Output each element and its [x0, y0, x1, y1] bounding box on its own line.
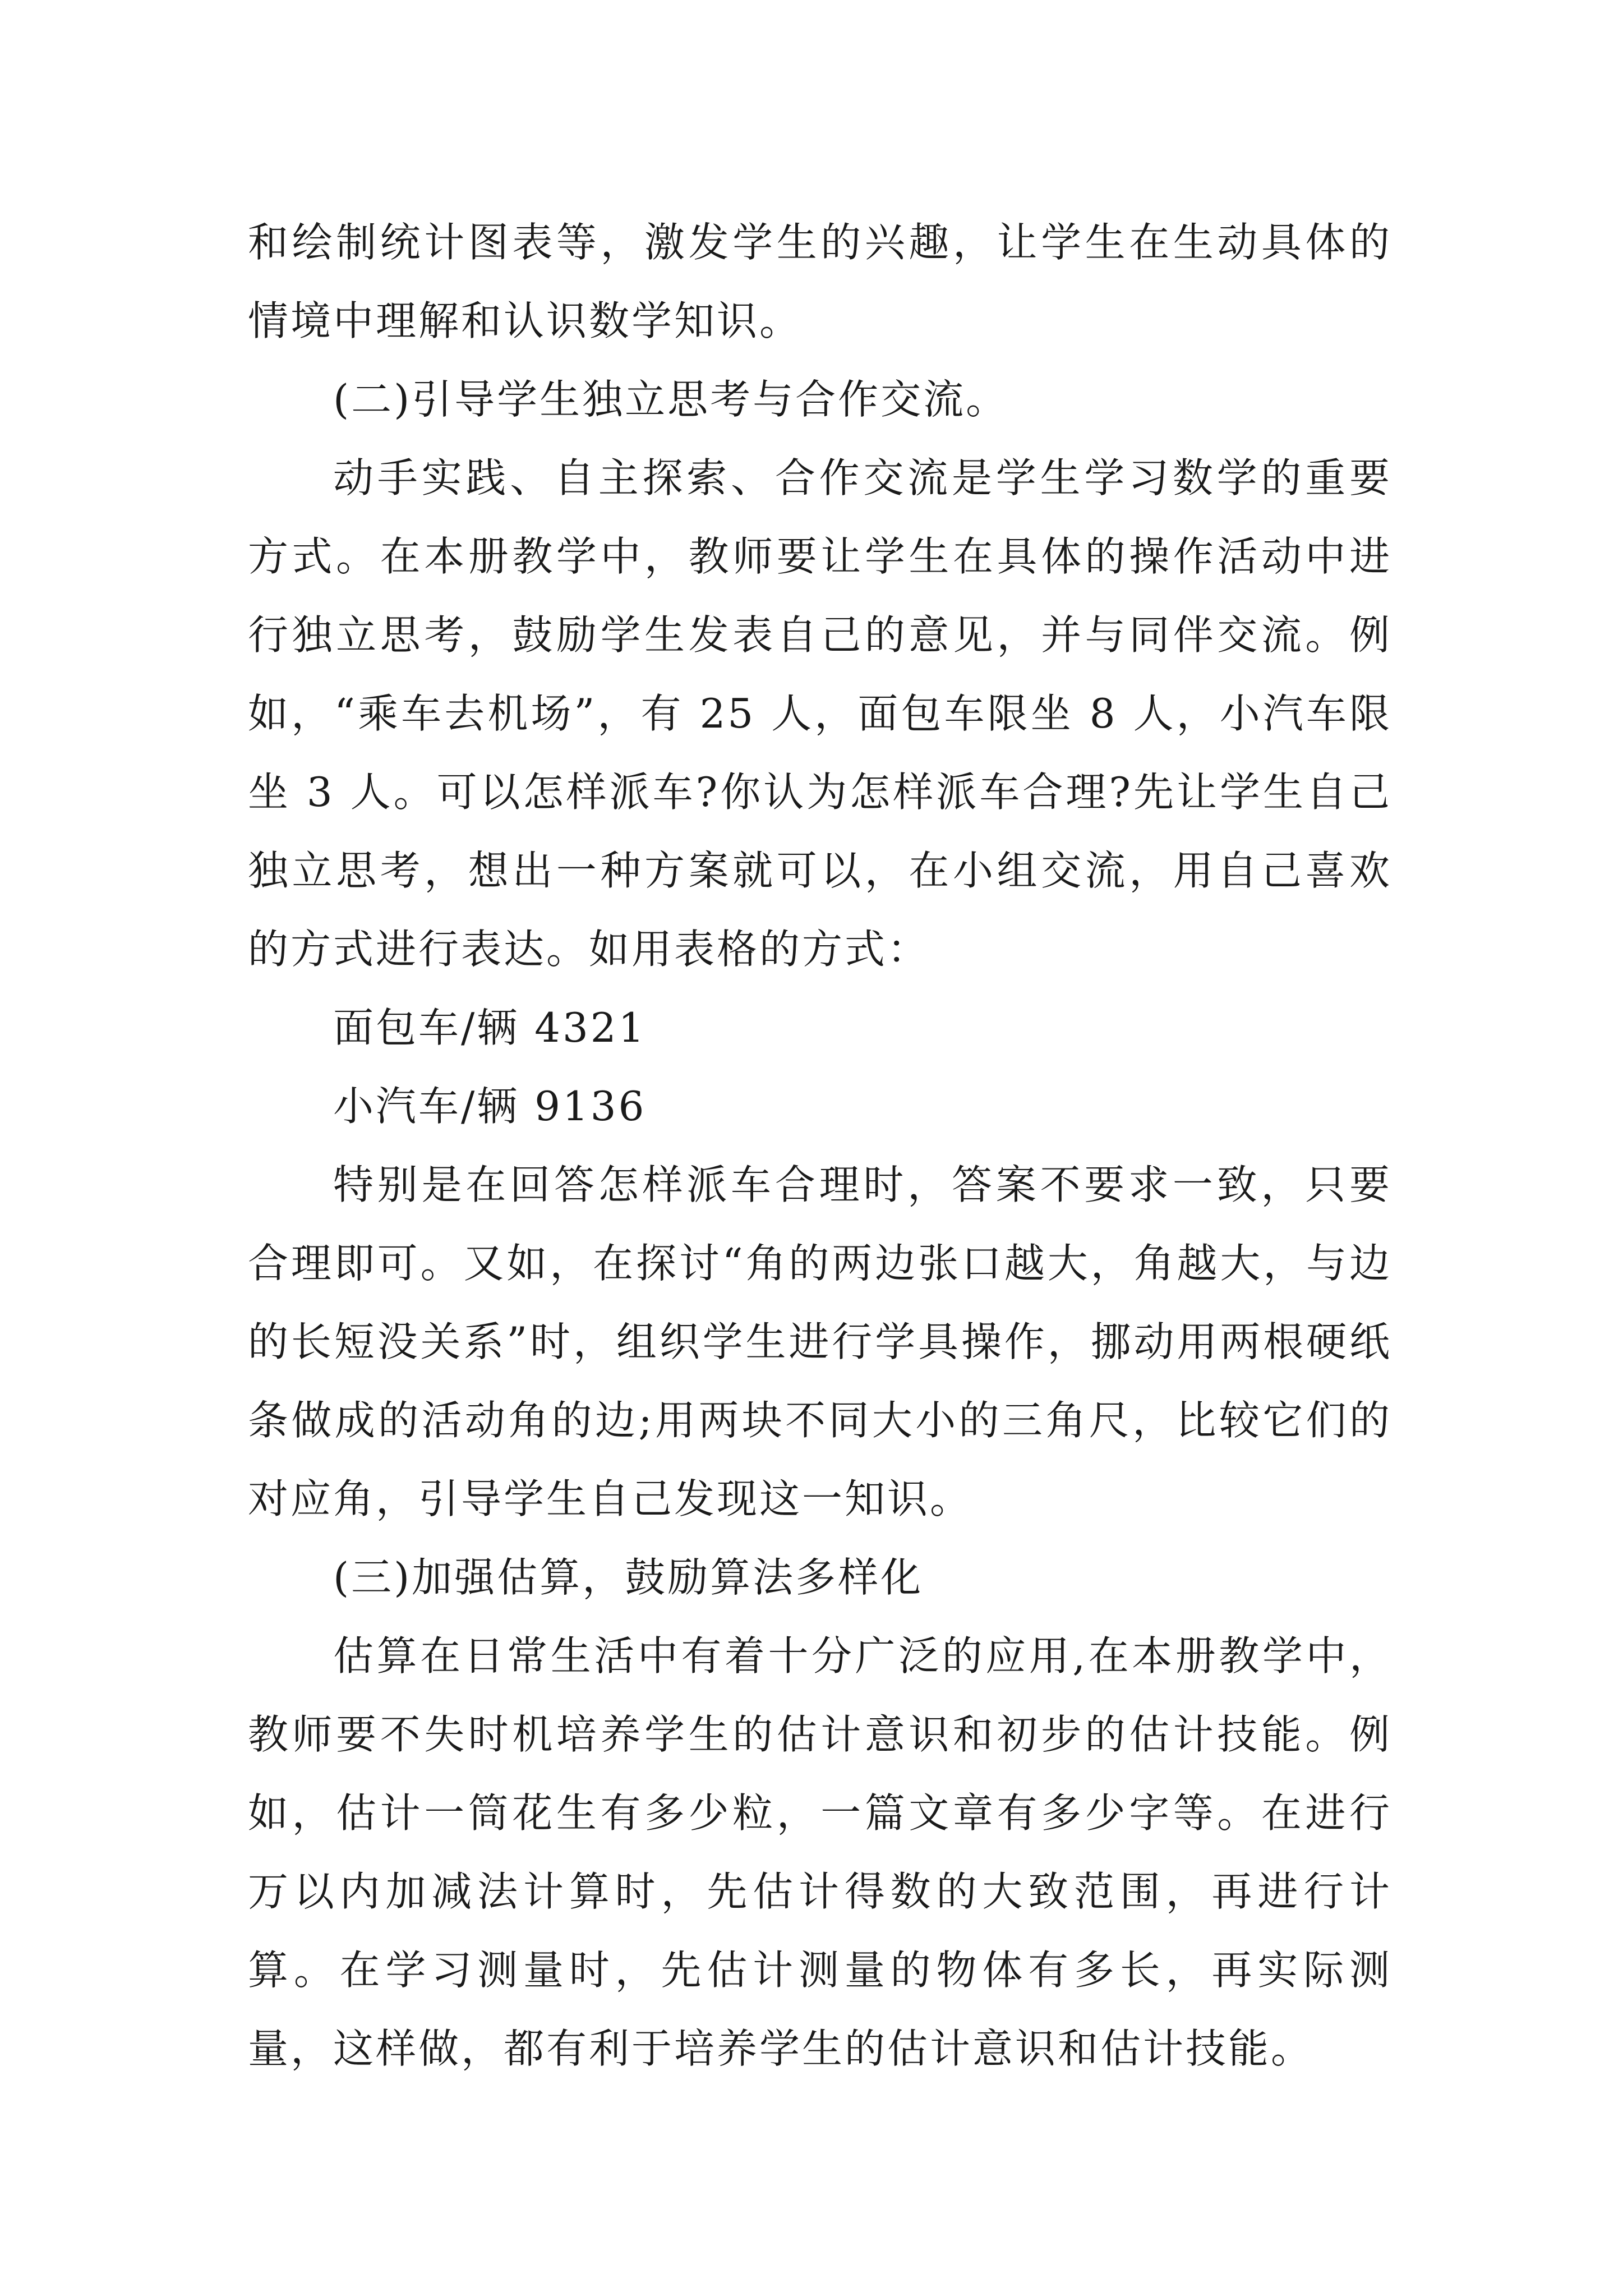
- table-row-car: 小汽车/辆 9136: [333, 1083, 647, 1130]
- table-row-minibus: 面包车/辆 4321: [333, 1004, 647, 1051]
- section-heading-3: (三)加强估算，鼓励算法多样化: [333, 1554, 924, 1601]
- section-heading-2: (二)引导学生独立思考与合作交流。: [333, 376, 1009, 423]
- paragraph-estimation: 估算在日常生活中有着十分广泛的应用,在本册教学中，教师要不失时机培养学生的估计意识和初步的估计技能。例如，估计一筒花生有多少粒，一篇文章有多少字等。在进行万以内加减法计算时，先估计得数的大致范围，再进行计算。在学习测量时，先估计测量的物体有多长，再实际测量，这样做，都有利于培养学生的估计意识和估计技能。: [248, 1632, 1392, 2072]
- document-body: [248, 203, 1392, 2088]
- paragraph-cooperation: 动手实践、自主探索、合作交流是学生学习数学的重要方式。在本册教学中，教师要让学生在具体的操作活动中进行独立思考，鼓励学生发表自己的意见，并与同伴交流。例如，“乘车去机场”，有 25 人，面包车限坐 8 人，小汽车限坐 3 人。可以怎样派车?你认为怎样派车合理?先让学生自己独立思考，想出一种方案就可以，在小组交流，用自己喜欢的方式进行表达。如用表格的方式：: [248, 454, 1392, 973]
- paragraph-reasonable: 特别是在回答怎样派车合理时，答案不要求一致，只要合理即可。又如，在探讨“角的两边张口越大，角越大，与边的长短没关系”时，组织学生进行学具操作，挪动用两根硬纸条做成的活动角的边;用两块不同大小的三角尺，比较它们的对应角，引导学生自己发现这一知识。: [248, 1161, 1392, 1522]
- paragraph-continuation: 和绘制统计图表等，激发学生的兴趣，让学生在生动具体的情境中理解和认识数学知识。: [248, 219, 1392, 344]
